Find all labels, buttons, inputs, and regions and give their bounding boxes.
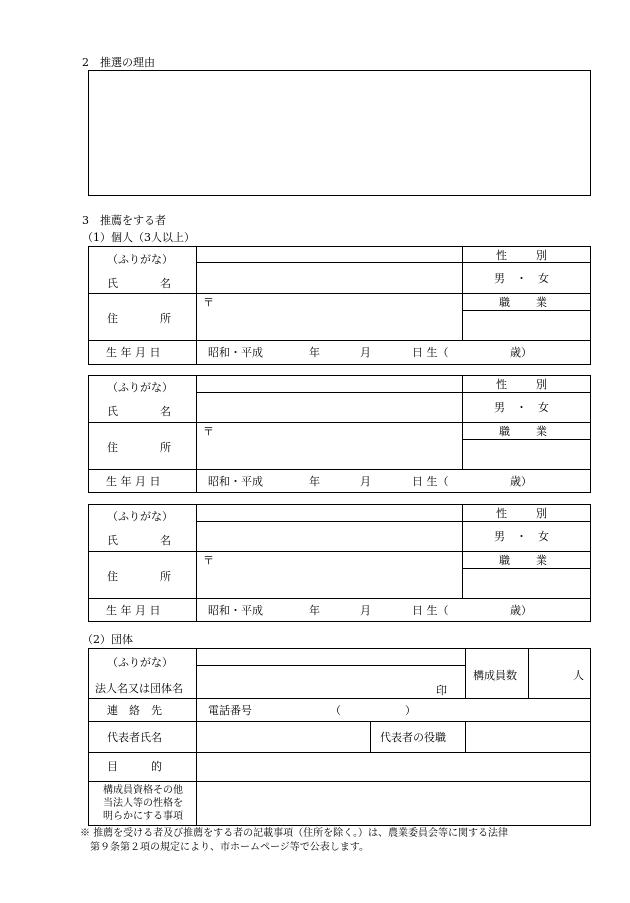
postal-mark: 〒 bbox=[203, 554, 214, 567]
age-label: 歳） bbox=[510, 604, 532, 617]
birth-label: 生 年 月 日 bbox=[106, 346, 161, 359]
footnote-line-2: 第９条第２項の規定により、市ホームページ等で公表します。 bbox=[80, 842, 369, 853]
address-label-sho: 所 bbox=[160, 441, 171, 454]
seal-label: 印 bbox=[436, 684, 447, 697]
postal-mark: 〒 bbox=[203, 425, 214, 438]
gender-label-shou: 性 bbox=[496, 249, 507, 262]
job-label-shoku: 職 bbox=[499, 554, 510, 567]
name-label-mei: 名 bbox=[160, 405, 171, 418]
rep-name-label: 代表者氏名 bbox=[107, 731, 162, 744]
furigana-label: （ふりがな） bbox=[107, 381, 173, 394]
name-label-shi: 氏 bbox=[107, 405, 118, 418]
job-label-shoku: 職 bbox=[499, 425, 510, 438]
age-label: 歳） bbox=[510, 346, 532, 359]
job-label-gyou: 業 bbox=[536, 425, 547, 438]
postal-mark: 〒 bbox=[203, 296, 214, 309]
gender-label-betsu: 別 bbox=[536, 507, 547, 520]
job-label-shoku: 職 bbox=[499, 296, 510, 309]
birth-label: 生 年 月 日 bbox=[106, 475, 161, 488]
age-label: 歳） bbox=[510, 475, 532, 488]
members-unit: 人 bbox=[573, 669, 584, 682]
gender-options[interactable]: 男 ・ 女 bbox=[494, 272, 549, 285]
name-label-shi: 氏 bbox=[107, 277, 118, 290]
furigana-label: （ふりがな） bbox=[107, 253, 173, 266]
gender-label-shou: 性 bbox=[496, 378, 507, 391]
qualification-label-3: 明らかにする事項 bbox=[103, 811, 183, 822]
gender-label-betsu: 別 bbox=[536, 378, 547, 391]
reason-textbox[interactable] bbox=[88, 70, 591, 196]
name-label-mei: 名 bbox=[160, 534, 171, 547]
phone-label: 電話番号 bbox=[208, 704, 252, 717]
name-label-shi: 氏 bbox=[107, 534, 118, 547]
qualification-label-1: 構成員資格その他 bbox=[103, 785, 183, 796]
gender-options[interactable]: 男 ・ 女 bbox=[494, 401, 549, 414]
day-label: 日 生（ bbox=[412, 346, 449, 359]
job-label-gyou: 業 bbox=[536, 554, 547, 567]
era-label: 昭和・平成 bbox=[208, 475, 263, 488]
era-label: 昭和・平成 bbox=[208, 346, 263, 359]
org-name-label: 法人名又は団体名 bbox=[95, 682, 183, 695]
name-label-mei: 名 bbox=[160, 277, 171, 290]
section3-heading: 3 推薦をする者 bbox=[82, 214, 166, 227]
phone-paren-open: （ bbox=[330, 704, 341, 717]
group-furigana-label: （ふりがな） bbox=[107, 656, 173, 669]
address-label-ju: 住 bbox=[107, 441, 118, 454]
month-label: 月 bbox=[360, 604, 371, 617]
address-label-ju: 住 bbox=[107, 312, 118, 325]
day-label: 日 生（ bbox=[412, 604, 449, 617]
era-label: 昭和・平成 bbox=[208, 604, 263, 617]
year-label: 年 bbox=[309, 346, 320, 359]
birth-label: 生 年 月 日 bbox=[106, 604, 161, 617]
group-heading: （2）団体 bbox=[82, 633, 133, 646]
phone-paren-close: ） bbox=[405, 704, 416, 717]
members-label: 構成員数 bbox=[473, 669, 517, 682]
gender-label-shou: 性 bbox=[496, 507, 507, 520]
qualification-label-2: 当法人等の性格を bbox=[103, 798, 183, 809]
day-label: 日 生（ bbox=[412, 475, 449, 488]
year-label: 年 bbox=[309, 475, 320, 488]
individual-heading: （1）個人（3人以上） bbox=[82, 231, 195, 244]
year-label: 年 bbox=[309, 604, 320, 617]
address-label-sho: 所 bbox=[160, 312, 171, 325]
month-label: 月 bbox=[360, 346, 371, 359]
rep-role-label: 代表者の役職 bbox=[380, 731, 446, 744]
month-label: 月 bbox=[360, 475, 371, 488]
footnote-line-1: ※ 推薦を受ける者及び推薦をする者の記載事項（住所を除く。）は、農業委員会等に関する法律 bbox=[80, 828, 508, 839]
job-label-gyou: 業 bbox=[536, 296, 547, 309]
gender-options[interactable]: 男 ・ 女 bbox=[494, 530, 549, 543]
address-label-sho: 所 bbox=[160, 570, 171, 583]
purpose-label: 目 的 bbox=[107, 760, 162, 773]
address-label-ju: 住 bbox=[107, 570, 118, 583]
contact-label: 連 絡 先 bbox=[107, 704, 162, 717]
section2-heading: 2 推選の理由 bbox=[82, 56, 155, 69]
furigana-label: （ふりがな） bbox=[107, 510, 173, 523]
gender-label-betsu: 別 bbox=[536, 249, 547, 262]
